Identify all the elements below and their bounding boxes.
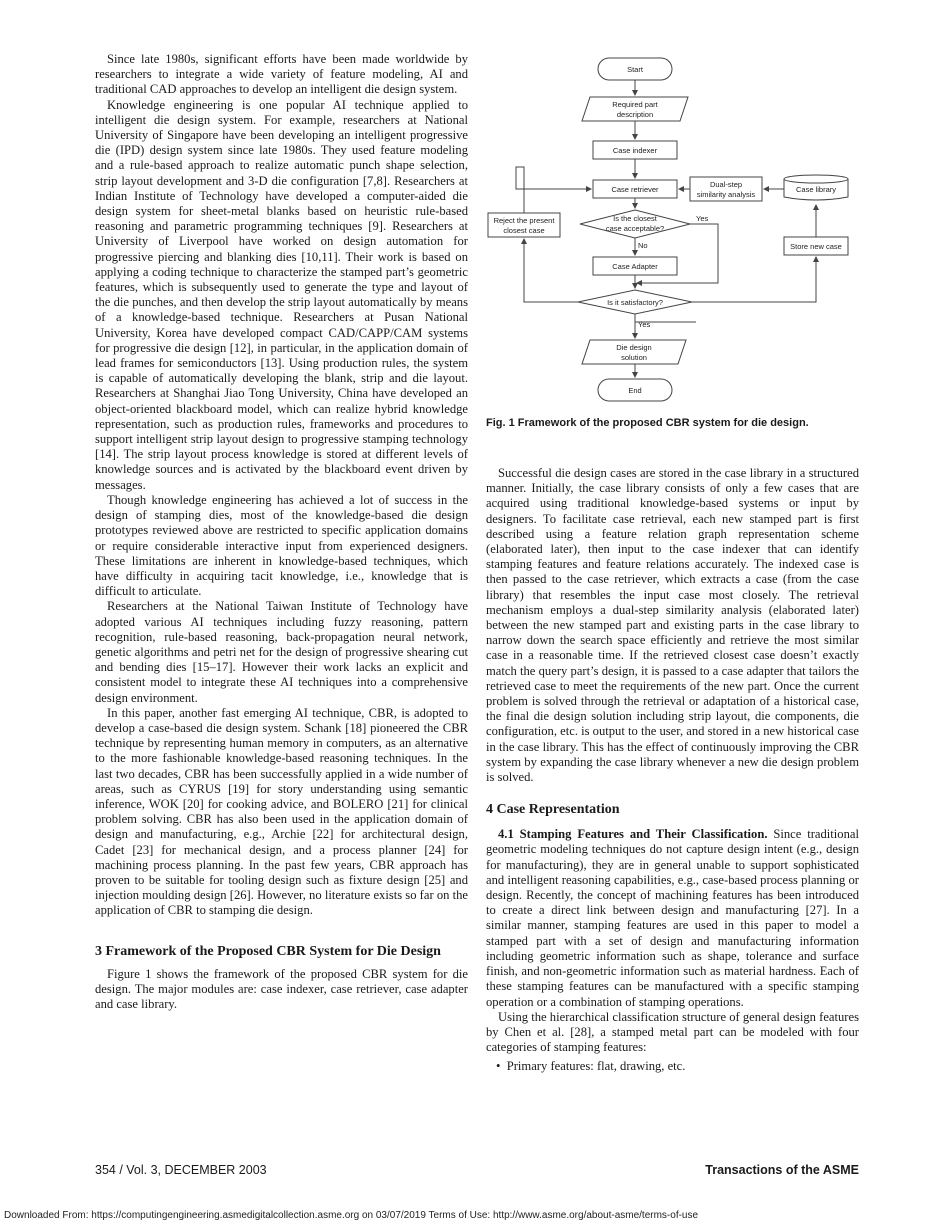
list-item: • Primary features: flat, drawing, etc. bbox=[496, 1059, 859, 1074]
no-label: No bbox=[638, 241, 648, 250]
paragraph: Using the hierarchical classification structure of general design features by Chen et al. [28], a stamped metal part can be modeled with four categories of stamping features: bbox=[486, 1009, 859, 1055]
page-footer-left: 354 / Vol. 3, DECEMBER 2003 bbox=[95, 1163, 267, 1177]
paragraph: Successful die design cases are stored in the case library in a structured manner. Initially, the case library consists of only a few cases that are acquired using traditional knowledge-based systems or input by designers. To facilitate case retrieval, each new stamped part is first described using a feature relation graph representation scheme (elaborated later), then input to the case indexer that can identify stamping features and feature relations accurately. The indexed case is then passed to the case retriever, which extracts a case (from the case library) that resembles the input case most closely. The retrieval mechanism employs a dual-step similarity analysis (elaborated later) between the new stamped part and existing parts in the case library to narrow down the search space efficiently and retrieve the most similar case in a reasonable time. If the retrieved closest case doesn’t exactly match the query part’s design, it is passed to a case adapter that tailors the retrieved case to meet the requirements of the new part. Once the current problem is solved through the retrieval or adaptation of a historical case, the final die design solution including strip layout, die components, die configuration, etc. is output to the user, and stored in a new historical case in the case library. This has the effect of continuously improving the CBR system by expanding the case library whenever a new die design problem is solved. bbox=[486, 466, 860, 785]
case-retriever-label: Case retriever bbox=[611, 185, 659, 194]
section-heading: 3 Framework of the Proposed CBR System for Die Design bbox=[95, 943, 441, 959]
flowchart-svg bbox=[486, 55, 866, 410]
solution-label-1: Die design bbox=[616, 343, 652, 352]
paragraph: In this paper, another fast emerging AI technique, CBR, is adopted to develop a case-based die design system. Schank [18] pioneered the CBR technique by representing human memory in computers, as an alternative to the more fashionable knowledge-based reasoning techniques. In the last two decades, CBR has been successfully applied in a wide number of areas, such as CYRUS [19] for story understanding using semantic inference, WOK [20] for cooking advice, and BOLERO [21] for clinical problem solving. CBR has also been used in the application domain of design and manufacturing, e.g., Archie [22] for architectural design, Cadet [23] for mechanical design, and a process planner [24] for machining process planning. In the past few years, CBR approach has proven to be suitable for tooling design such as fixture design [25] and injection moulding design [26]. However, no literature exists so far on the application of CBR to stamping die design. bbox=[95, 705, 468, 918]
section-heading: 4 Case Representation bbox=[486, 802, 620, 818]
start-label: Start bbox=[627, 65, 643, 74]
figure-flowchart bbox=[486, 55, 866, 410]
yes-label-1: Yes bbox=[696, 214, 709, 223]
paragraph: Since late 1980s, significant efforts have been made worldwide by researchers to integrate a wide variety of feature modeling, AI and traditional CAD approaches to develop an intelligent die design system. bbox=[95, 52, 468, 97]
required-label-2: description bbox=[616, 110, 654, 119]
store-label: Store new case bbox=[790, 242, 842, 251]
right-column bbox=[486, 466, 859, 1075]
case-adapter-label: Case Adapter bbox=[612, 262, 658, 271]
download-notice: Downloaded From: https://computingengineering.asmedigitalcollection.asme.org on 03/07/2019 Terms of Use: http://www.asme.org/about-asme/terms-of-use bbox=[4, 1210, 699, 1221]
closest-label-2: case acceptable? bbox=[605, 224, 665, 233]
case-library-label: Case library bbox=[795, 185, 837, 194]
case-indexer-label: Case indexer bbox=[612, 146, 658, 155]
closest-label-1: Is the closest bbox=[613, 214, 657, 223]
dual-step-label-1: Dual-step bbox=[709, 180, 743, 189]
figure-caption: Fig. 1 Framework of the proposed CBR system for die design. bbox=[486, 417, 809, 429]
yes-label-2: Yes bbox=[638, 320, 651, 329]
end-label: End bbox=[628, 386, 642, 395]
reject-label-1: Reject the present bbox=[493, 216, 555, 225]
subsection-heading: 4.1 Stamping Features and Their Classification. bbox=[498, 827, 768, 842]
solution-label-2: solution bbox=[621, 353, 647, 362]
feature-list bbox=[486, 1059, 859, 1074]
paragraph: Researchers at the National Taiwan Institute of Technology have adopted various AI techniques including fuzzy reasoning, pattern recognition, rule-based reasoning, back-propagation neural network, genetic algorithms and petri net for the design of progressive shearing cut and bending dies [15–17]. However their work lacks an explicit and consistent model to integrate these AI techniques into a comprehensive design environment. bbox=[95, 599, 468, 705]
required-label-1: Required part bbox=[612, 100, 658, 109]
paragraph: Knowledge engineering is one popular AI technique applied to intelligent die design system. For example, researchers at National University of Singapore have been developing an intelligent progressive die (IPD) design system since late 1980s. They used feature modeling and a rule-based approach to realize automatic punch shape selection, strip layout development and 3-D die configuration [7,8]. Researchers at Indian Institute of Technology have developed a computer-aided die design system for sheet-metal blanks based on heuristic rule-based reasoning and parametric programming techniques [9]. Researchers at University of Liverpool have worked on design automation for progressive piercing and blanking dies [10,11]. Their work is based on applying a coding technique to characterize the stamped part’s geometric features, which is subsequently used to generate the type and layout of the die punches, and then develop the strip layout automatically by means of a knowledge-based technique. Researchers at Pusan National University, Korea have developed compact CAD/CAPP/CAM systems for progressive die design [12], in particular, in the application domain of lead frames for semiconductors [13]. Using production rules, the system is capable of automatically developing the blank, strip and die layout. Researchers at Shanghai Jiao Tong University, China have developed an object-oriented blackboard model, which can realize hybrid knowledge representation, such as production rules, frameworks and procedures to support intelligent strip layout design to progressive stamping technology [14]. The strip layout process knowledge is stored at different levels of knowledge sources and is activated by the blackboard event driven by messages. bbox=[95, 97, 468, 492]
left-column bbox=[95, 52, 468, 1012]
paragraph-text: Since traditional geometric modeling techniques do not capture design intent (e.g., design for manufacturing), they are in general unable to support sophisticated and intelligent reasoning capabilities, e.g., case-based process planning or design. Recently, the concept of machining features has been introduced to create a direct link between design and manufacturing [27]. In a similar manner, stamping features are used in this paper to model a stamped part with a set of design and manufacturing information including geometric information such as shape, tolerance and surface finish, and non-geometric information such as material hardness. Each of these stamping features can be manufactured with a specific stamping operation or a combination of stamping operations. bbox=[486, 827, 859, 1009]
dual-step-label-2: similarity analysis bbox=[696, 190, 756, 199]
paragraph: Though knowledge engineering has achieved a lot of success in the design of stamping dies, most of the knowledge-based die design prototypes reviewed above are restricted to specific application domains or require considerable interactive input from experienced designers. These limitations are inherent in knowledge-based techniques, which have difficulty in acquiring tacit knowledge, i.e., knowledge that is difficult to articulate. bbox=[95, 492, 468, 599]
reject-label-2: closest case bbox=[503, 226, 545, 235]
page-footer-right: Transactions of the ASME bbox=[705, 1163, 859, 1177]
satisfactory-label: Is it satisfactory? bbox=[607, 298, 663, 307]
paragraph: Figure 1 shows the framework of the proposed CBR system for die design. The major modules are: case indexer, case retriever, case adapter and case library. bbox=[95, 966, 468, 1011]
